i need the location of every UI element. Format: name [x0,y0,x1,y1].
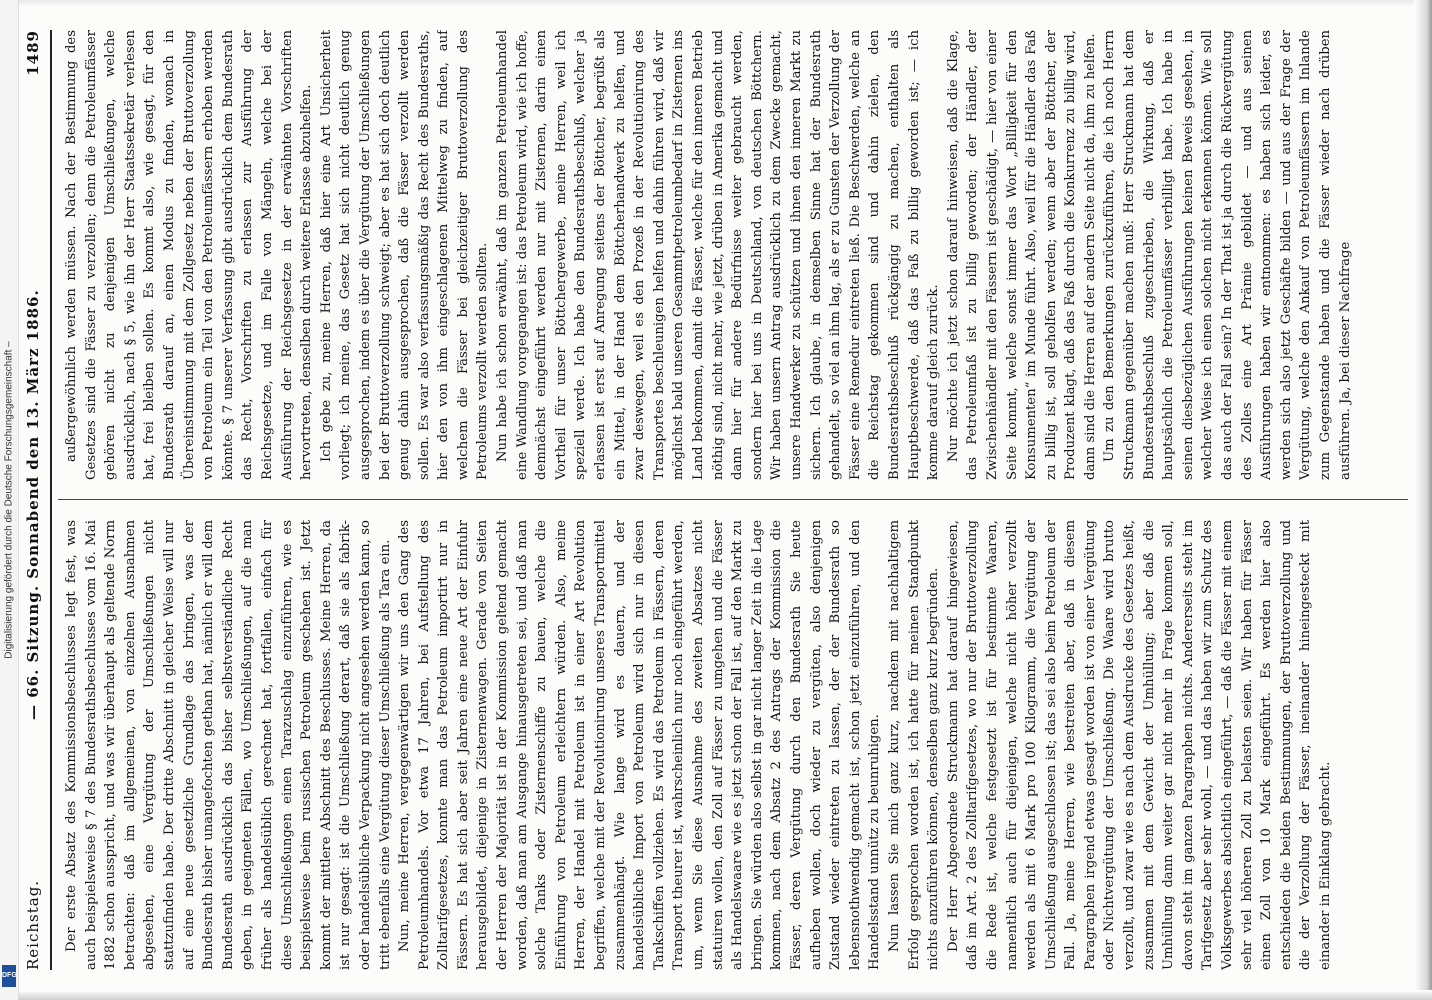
header-left: Reichstag. [24,879,42,970]
text-column-right [62,30,1402,480]
header-rule [50,30,52,970]
scan-edge-top [0,0,1432,8]
paragraph: Der erste Absatz des Kommissionsbeschlusses legt fest, was auch beispielsweise § 7 des Bundesrathsbeschlusses vom 16. Mai 1882 schon ausspricht, und was wir überhaupt als geltende Norm betrachten: daß im allgemeinen, von einzelnen Ausnahmen abgesehen, eine Vergütung der Umschließungen nicht stattzufinden habe. Der dritte Abschnitt in gleicher Weise will nur auf eine neue gesetzliche Grundlage das bringen, was der Bundesrath bisher unangefochten gethan hat, nämlich er will dem Bundesrath ausdrücklich das bisher selbstverständliche Recht geben, in geeigneten Fällen, wo Umschließungen, auf die man früher als handelsüblich gerechnet hat, fortfallen, einfach für diese Umschließungen einen Tarazuschlag einzuführen, wie es beispielsweise beim russischen Petroleum geschehen ist. Jetzt kommt der mittlere Abschnitt des Beschlusses. Meine Herren, da ist nur gesagt: ist die Umschließung derart, daß sie als fabrik- oder handelsübliche Verpackung nicht angesehen werden kann, so tritt ebenfalls eine Vergütung dieser Umschließung als Tara ein. [64,520,393,970]
paragraph: Der Herr Abgeordnete Struckmann hat darauf hingewiesen, daß im Art. 2 des Zolltarifgesetzes, wo nur der Bruttoverzollung die Rede ist, welche festgesetzt ist für bestimmte Waaren, namentlich auch für diejenigen, welche nicht höher verzollt werden als mit 6 Mark pro 100 Kilogramm, die Vergütung der Umschließung ausgeschlossen ist; das sei also beim Petroleum der Fall. Ja, meine Herren, wie bestreiten aber, daß in diesem Paragraphen irgend etwas gesagt worden ist von einer Vergütung oder Nichtvergütung der Umschließung. Die Waare wird brutto verzollt, und zwar wie es nach dem Ausdrucke des Gesetzes heißt, zusammen mit dem Gewicht der Umhüllung; aber daß die Umhüllung dann weiter gar nicht mehr in Frage kommen soll, davon steht im ganzen Paragraphen nichts. Andererseits steht im Tarifgesetz aber sehr wohl, — und das haben wir zum Schutz des Volksgewerbes absichtlich eingeführt, — daß die Fässer mit einem sehr viel höheren Zoll zu belasten seien. Wir haben für Fässer einen Zoll von 10 Mark eingeführt. Es werden hier also entschieden die beiden Bestimmungen, der Bruttoverzollung und die der Verzollung der Fässer, ineinander hineingesteckt mit einander in Einklang gebracht. [945,520,1333,970]
paragraph: außergewöhnlich werden müssen. Nach der Bestimmung des Gesetzes sind die Fässer zu verzollen; denn die Petroleumfässer gehören nicht zu denjenigen Umschließungen, welche ausdrücklich, nach § 5, wie ihn der Herr Staatssekretär verlesen hat, frei bleiben sollen. Es kommt also, wie gesagt, für den Bundesrath darauf an, einen Modus zu finden, wonach in Übereinstimmung mit dem Zollgesetz neben der Bruttoverzollung von Petroleum ein Teil von den Petroleumfässern erhoben werden könnte. § 7 unserer Verfassung gibt ausdrücklich dem Bundesrath das Recht, Vorschriften zu erlassen zur Ausführung der Reichsgesetze, und im Falle von Mängeln, welche bei der Ausführung der Reichsgesetze in der erwähnten Vorschriften hervortreten, denselben durch weitere Erlasse abzuhelfen. [64,30,315,480]
watermark-text: Digitalisierung gefördert durch die Deutsche Forschungsgemeinschaft – [3,341,15,659]
column-divider [58,499,1408,500]
paragraph: Ich gebe zu, meine Herren, daß hier eine Art Unsicherheit vorliegt; ich meine, das Gesetz hat sich nicht deutlich genug ausgesprochen, indem es über die Vergütung der Umschließungen bei der Bruttoverzollung schweigt; aber es hat sich doch deutlich genug dahin ausgesprochen, daß die Fässer verzollt werden sollen. Es war also verfassungsmäßig das Recht des Bundesraths, hier den von ihm eingeschlagenen Mittelweg zu finden, auf welchem die Fässer bei gleichzeitiger Bruttoverzollung des Petroleums verzollt werden sollten. [318,30,491,480]
scan-edge-right [1414,0,1432,1000]
paragraph: Nur möchte ich jetzt schon darauf hinweisen, daß die Klage, das Petroleumfaß ist zu billig geworden; der Händler, der Zwischenhändler mit den Fässern ist geschädigt, — hier von einer Seite kommt, welche sonst immer das Wort „Billigkeit für den Konsumenten“ im Munde führt. Also, weil für die Händler das Faß zu billig ist, soll geholfen werden; wenn aber der Böttcher, der Produzent klagt, daß das Faß durch die Konkurrenz zu billig wird, dann sind die Herren auf der andern Seite nicht da, ihm zu helfen. [945,30,1098,480]
scan-edge-bottom [0,990,1432,1000]
paragraph: Nun, meine Herren, vergegenwärtigen wir uns den Gang des Petroleumhandels. Vor etwa 17 Jahren, bei Aufstellung des Zolltarifgesetzes, konnte man das Petroleum importirt nur in Fässern. Es hat sich aber seit Jahren eine neue Art der Einfuhr herausgebildet, diejenige in Zisternenwagen. Gerade von Seiten der Herren der Majorität ist in der Kommission geltend gemacht worden, daß man am Ausgange hinausgetreten sei, und daß man solche Tanks oder Zisternenschiffe zu bauen, welche die Einführung von Petroleum erleichtern würden. Also, meine Herren, der Handel mit Petroleum ist in einer Art Revolution begriffen, welche mit der Revolutionirung unseres Transportmittel zusammenhängt. Wie lange wird es dauern, und der handelsübliche Import von Petroleum wird sich nur in diesen Tankschiffen vollziehen. Es wird das Petroleum in Fässern, deren Transport theurer ist, wahrscheinlich nur noch eingeführt werden, um, wenn Sie diese Ausnahme des zweiten Absatzes nicht statuiren wollen, den Zoll auf Fässer zu umgehen und die Fässer als Handelswaare wie es jetzt schon der Fall ist, auf den Markt zu bringen. Sie würden also selbst in gar nicht langer Zeit in die Lage kommen, nach dem Absatz 2 des Antrags der Kommission die Fässer, deren Vergütung durch den Bundesrath Sie heute aufheben wollen, doch wieder zu vergüten, also denjenigen Zustand wieder eintreten zu lassen, der der Bundesrath so lebensnothwendig gemacht ist, schon jetzt einzuführen, und den Handelsstand unnütz zu beunruhigen. [397,520,883,970]
page-header [24,30,52,970]
dfg-logo-icon: DFG [2,965,16,987]
paragraph: Nun habe ich schon erwähnt, daß im ganzen Petroleumhandel eine Wandlung vorgegangen ist: das Petroleum wird, wie ich hoffe, demnächst eingeführt werden nur mit Zisternen, darin einen Vortheil für unser Böttchergewerbe, meine Herren, weil ich speziell werde. Ich habe den Bundesrathsbeschluß, welcher ja erlassen ist erst auf Anregung seitens der Böttcher, begrüßt als ein Mittel, in der Hand dem Böttcherhandwerk zu helfen, und zwar deswegen, weil es den Prozeß in der Revolutionirung des Transportes beschleunigen helfen und dahin führen wird, daß wir möglichst bald unseren Gesammtpetroleumbedarf in Zisternen ins Land bekommen, damit die Fässer, welche für den inneren Betrieb nöthig sind, nicht mehr, wie jetzt, drüben in Amerika gemacht und dann hier für andere Bedürfnisse weiter gebraucht werden, sondern hier bei uns in Deutschland, von deutschen Böttchern. Wir haben unsern Antrag ausdrücklich zu dem Zwecke gemacht, unsere Handwerker zu schützen und ihnen den inneren Markt zu sichern. Ich glaube, in demselben Sinne hat der Bundesrath gehandelt, so viel an ihm lag, als er zu Gunsten der Verzollung der Fässer eine Remedur eintreten ließ. Die Beschwerden, welche an die Reichstag gekommen sind und dahin zielen, den Bundesrathsbeschluß rückgängig zu machen, enthalten als Hauptbeschwerde, daß das Faß zu billig geworden ist; — ich komme darauf gleich zurück. [495,30,942,480]
header-title: — 66. Sitzung. Sonnabend den 13. März 1886. [24,289,42,720]
text-column-left [62,520,1402,970]
digitization-watermark [0,0,19,1000]
paragraph: Um zu den Bemerkungen zurückzuführen, die ich noch Herrn Struckmann gegenüber machen muß: Herr Struckmann hat dem Bundesrathsbeschluß zugeschrieben, die Wirkung, daß er hauptsächlich die Petroleumfässer verbilligt habe. Ich habe in seinen diesbezüglichen Ausführungen keinen Beweis gesehen, in welcher Weise ich einen solchen nicht erkennen können. Wie soll das auch der Fall sein? In der That ist ja durch die Rückvergütung des Zolles eine Art Prämie gebildet — und aus seinen Ausführungen haben wir entnommen: es haben sich leider, es werden sich also jetzt Geschäfte bilden — und aus der Frage der Vergütung, welche den Ankauf von Petroleumfässern im Inlande zum Gegenstande haben und die Fässer wieder nach drüben ausführen. Ja, bei dieser Nachfrage [1102,30,1353,480]
paragraph: Nun lassen Sie mich ganz kurz, nachdem mit nachhaltigem Erfolg gesprochen worden ist, ich hatte für meinen Standpunkt nichts anzuführen können, denselben ganz kurz begründen. [886,520,942,970]
page-number: 1489 [24,30,42,76]
